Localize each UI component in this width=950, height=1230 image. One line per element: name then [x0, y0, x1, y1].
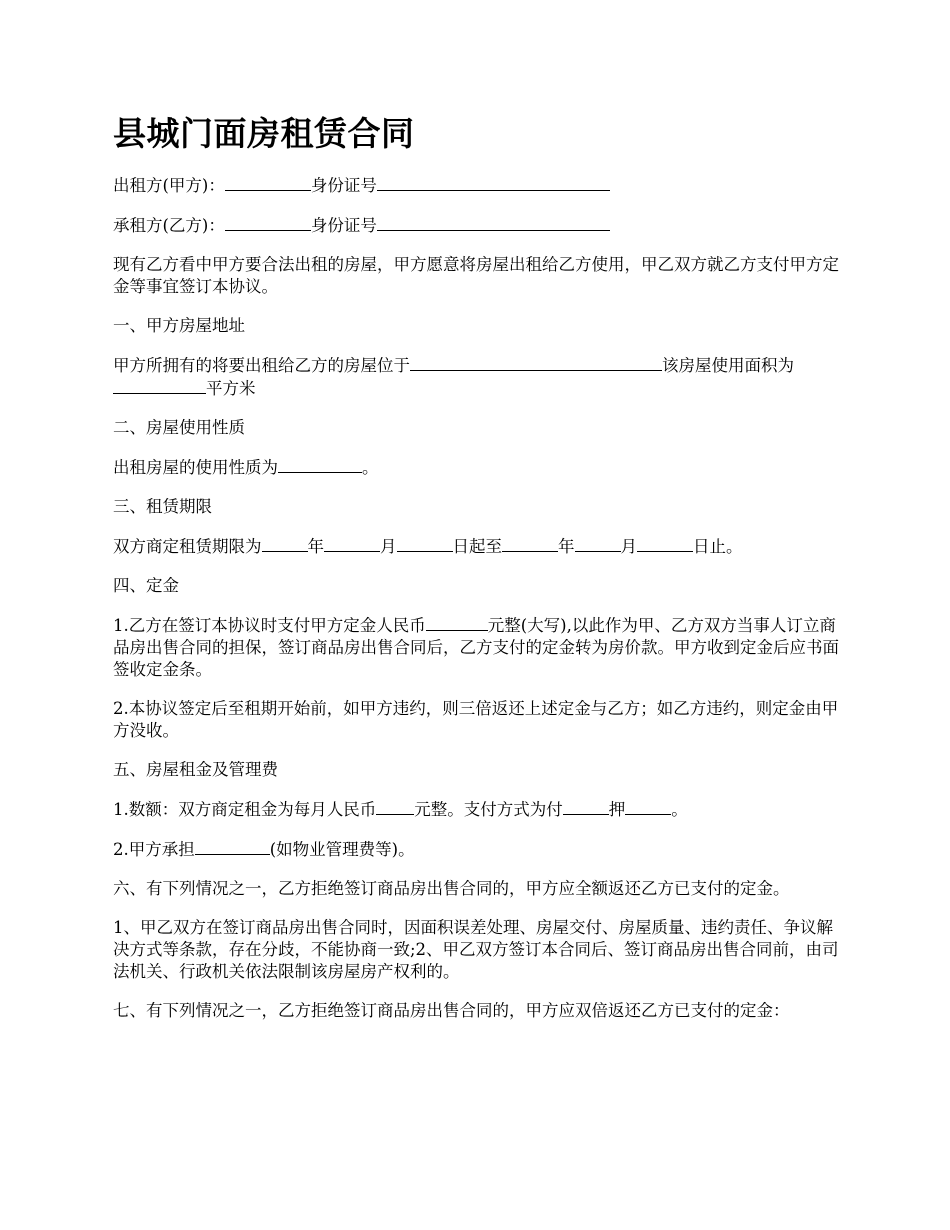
section-1-heading: 一、甲方房屋地址	[113, 316, 245, 335]
area-unit: 平方米	[206, 379, 256, 398]
section-2-body	[113, 456, 840, 479]
start-year-label: 年	[307, 537, 324, 556]
section-6-body: 1、甲乙双方在签订商品房出售合同时，因面积误差处理、房屋交付、房屋质量、违约责任、争议解决方式等条款，存在分歧，不能协商一致;2、甲乙双方签订本合同后、签订商品房出售合同前，由司法机关、行政机关依法限制该房屋房产权利的。	[113, 918, 839, 981]
section-4-item-1	[113, 614, 840, 681]
lessor-id-label: 身份证号	[310, 176, 377, 195]
section-5-item-1	[113, 798, 840, 821]
area-label: 该房屋使用面积为	[662, 356, 794, 375]
start-day-label: 日起至	[452, 537, 502, 556]
address-label: 甲方所拥有的将要出租给乙方的房屋位于	[113, 356, 410, 375]
lessor-name-blank	[225, 174, 311, 191]
deposit-label: 1.乙方在签订本协议时支付甲方定金人民币	[113, 616, 426, 635]
end-month-blank	[575, 535, 621, 552]
lessee-line	[113, 214, 840, 237]
section-3-body	[113, 535, 840, 558]
lessor-id-blank	[377, 174, 610, 191]
deposit-text: 元整(大写),以此作为甲、乙方双方当事人订立商品房出售合同的担保，签订商品房出售合同后，乙方支付的定金转为房价款。甲方收到定金后应书面签收定金条。	[113, 616, 839, 679]
section-7-heading: 七、有下列情况之一，乙方拒绝签订商品房出售合同的，甲方应双倍返还乙方已支付的定金：	[113, 1001, 790, 1020]
lessee-id-label: 身份证号	[310, 216, 377, 235]
end-year-blank	[502, 535, 558, 552]
end-day-blank	[637, 535, 693, 552]
fee-blank	[195, 838, 270, 855]
end-month-label: 月	[620, 537, 637, 556]
lessee-id-blank	[377, 214, 610, 231]
pledge-blank	[625, 798, 671, 815]
payment-blank	[563, 798, 609, 815]
area-blank	[113, 377, 206, 394]
section-2-heading: 二、房屋使用性质	[113, 418, 245, 437]
section-6-heading: 六、有下列情况之一，乙方拒绝签订商品房出售合同的，甲方应全额返还乙方已支付的定金。	[113, 879, 790, 898]
start-day-blank	[397, 535, 453, 552]
document-title: 县城门面房租赁合同	[113, 114, 415, 153]
start-month-label: 月	[380, 537, 397, 556]
section-4-item-2: 2.本协议签定后至租期开始前，如甲方违约，则三倍返还上述定金与乙方；如乙方违约，则定金由甲方没收。	[113, 699, 839, 740]
rent-end: 。	[671, 800, 688, 819]
fee-text: (如物业管理费等)。	[269, 840, 415, 859]
usage-end: 。	[362, 458, 379, 477]
lessee-name-blank	[225, 214, 311, 231]
lessor-label: 出租方(甲方)：	[113, 176, 225, 195]
lessee-label: 承租方(乙方)：	[113, 216, 225, 235]
payment-label: 元整。支付方式为付	[414, 800, 563, 819]
start-month-blank	[324, 535, 380, 552]
fee-label: 2.甲方承担	[113, 840, 195, 859]
rent-blank	[376, 798, 414, 815]
start-year-blank	[262, 535, 308, 552]
term-label: 双方商定租赁期限为	[113, 537, 262, 556]
section-5-heading: 五、房屋租金及管理费	[113, 760, 278, 779]
rent-label: 1.数额：双方商定租金为每月人民币	[113, 800, 377, 819]
usage-label: 出租房屋的使用性质为	[113, 458, 278, 477]
deposit-blank	[426, 614, 488, 631]
section-1-body	[113, 354, 840, 400]
section-3-heading: 三、租赁期限	[113, 497, 212, 516]
section-4-heading: 四、定金	[113, 576, 179, 595]
pledge-label: 押	[608, 800, 626, 819]
end-day-label: 日止。	[693, 537, 743, 556]
usage-blank	[278, 456, 362, 473]
lessor-line	[113, 174, 840, 197]
address-blank	[410, 354, 662, 371]
end-year-label: 年	[558, 537, 575, 556]
intro-paragraph: 现有乙方看中甲方要合法出租的房屋，甲方愿意将房屋出租给乙方使用，甲乙双方就乙方支付甲方定金等事宜签订本协议。	[113, 255, 839, 296]
section-5-item-2	[113, 838, 840, 861]
